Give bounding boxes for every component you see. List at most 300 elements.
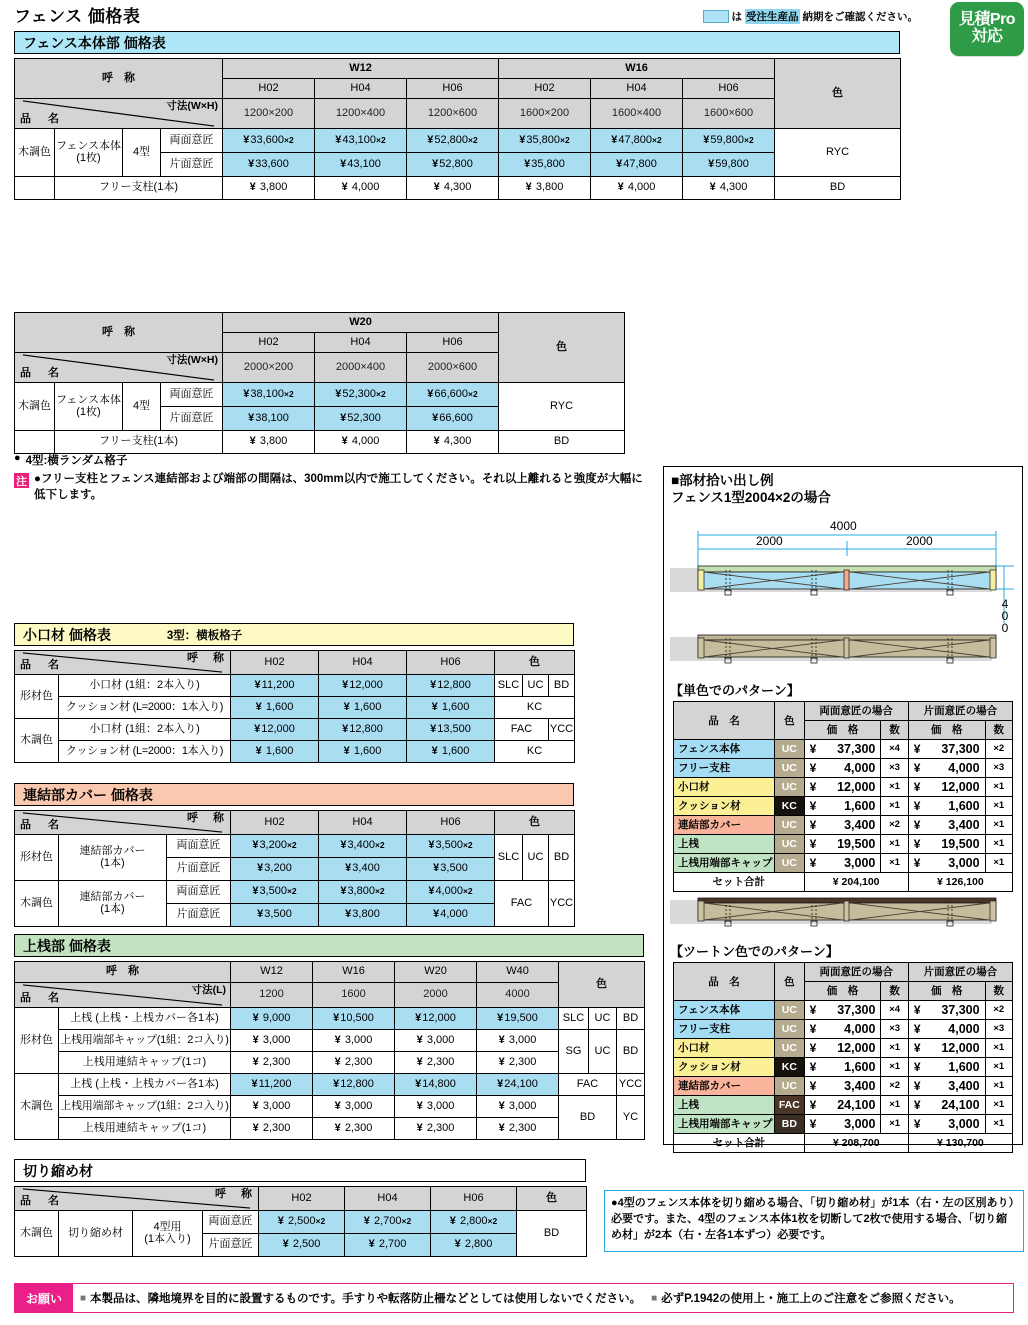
pattern1-row bbox=[674, 758, 1013, 777]
t5-width-2: W20 bbox=[395, 962, 477, 983]
t5-g1-r1-item: 上桟用端部キャップ(1組：2コ入り) bbox=[59, 1096, 231, 1118]
pattern1-row bbox=[674, 777, 1013, 796]
caution-icon: 注 bbox=[14, 473, 29, 488]
t1-one-price-4: ¥47,800 bbox=[591, 153, 683, 177]
t5-width-0: W12 bbox=[231, 962, 313, 983]
t1-dim-4: 1600×400 bbox=[591, 99, 683, 129]
t4-height-1: H04 bbox=[319, 811, 407, 835]
t2-height-2: H06 bbox=[407, 333, 499, 353]
t4-height-0: H02 bbox=[231, 811, 319, 835]
p1-r5-both-qty: ×1 bbox=[881, 834, 908, 853]
onegai-bar bbox=[14, 1283, 1014, 1313]
legend bbox=[703, 9, 919, 24]
banner-koguchi-label: 小口材 価格表 bbox=[23, 626, 111, 643]
p2-total-one: ¥ 130,700 bbox=[908, 1133, 1012, 1152]
pattern1-row bbox=[674, 815, 1013, 834]
t5-g1-cb1: YC bbox=[617, 1096, 645, 1140]
t4-height-2: H06 bbox=[407, 811, 495, 835]
t3-height-2: H06 bbox=[407, 651, 495, 675]
t1-item-name bbox=[55, 129, 123, 177]
p1-r2-both-qty: ×1 bbox=[881, 777, 908, 796]
t5-g0-r2-p0: ¥ 2,300 bbox=[231, 1052, 313, 1074]
t1-item-main: フェンス本体 bbox=[55, 139, 122, 152]
t3-r0-c0: SLC bbox=[495, 675, 523, 697]
t1-dim-2: 1200×600 bbox=[407, 99, 499, 129]
t6-group: 木調色 bbox=[15, 1211, 59, 1257]
p2-r5-one-price: ¥ 24,100 bbox=[908, 1095, 985, 1114]
t1-dim-1: 1200×400 bbox=[315, 99, 407, 129]
fence-diagram-svg-2 bbox=[664, 633, 1022, 677]
p1-r1-color: UC bbox=[775, 758, 805, 777]
t4-g0-one-1: ¥3,400 bbox=[319, 858, 407, 881]
t5-g0-group: 形材色 bbox=[15, 1008, 59, 1074]
t4-g0-both-label: 両面意匠 bbox=[167, 835, 231, 858]
t1-both-price-4: ¥47,800×2 bbox=[591, 129, 683, 153]
t6-type bbox=[133, 1211, 203, 1257]
p1-r1-one-qty: ×3 bbox=[985, 758, 1012, 777]
t1-height-2: H06 bbox=[407, 79, 499, 99]
p2-total-label: セット合計 bbox=[674, 1133, 805, 1152]
t4-g1-one-label: 片面意匠 bbox=[167, 904, 231, 927]
p1-r5-color: UC bbox=[775, 834, 805, 853]
t4-g1-both-2: ¥4,000×2 bbox=[407, 881, 495, 904]
t5-g0-r0-p0: ¥ 9,000 bbox=[231, 1008, 313, 1030]
p2-r2-one-price: ¥ 12,000 bbox=[908, 1038, 985, 1057]
p2-r1-color: UC bbox=[774, 1019, 804, 1038]
t6-height-2: H06 bbox=[431, 1187, 517, 1211]
right-panel-heading-line1: ■部材拾い出し例 bbox=[671, 473, 774, 488]
t4-g0-both-0: ¥3,200×2 bbox=[231, 835, 319, 858]
t1-one-price-5: ¥59,800 bbox=[683, 153, 775, 177]
t1-color-post: BD bbox=[775, 177, 901, 200]
p1-r3-one-qty: ×1 bbox=[985, 796, 1012, 815]
t5-g1-r2-p1: ¥ 2,300 bbox=[313, 1118, 395, 1140]
p2-r4-color: UC bbox=[774, 1076, 804, 1095]
onegai-body bbox=[73, 1284, 961, 1312]
t5-g0-ct2: BD bbox=[617, 1008, 645, 1030]
t5-g0-r1-p1: ¥ 3,000 bbox=[313, 1030, 395, 1052]
t4-g0-item-sub: (1本) bbox=[100, 856, 125, 869]
p2-both-header: 両面意匠の場合 bbox=[804, 962, 908, 981]
t2-item-name bbox=[55, 383, 123, 431]
t2-post-label: フリー支柱(1本) bbox=[55, 431, 223, 454]
t4-g1-both-1: ¥3,800×2 bbox=[319, 881, 407, 904]
t2-type: 4型 bbox=[123, 383, 161, 431]
t1-group-w16: W16 bbox=[499, 59, 775, 79]
t3-r1-p0: ¥ 1,600 bbox=[231, 697, 319, 719]
t2-both-price-0: ¥38,100×2 bbox=[223, 383, 315, 407]
p2-r2-one-qty: ×1 bbox=[985, 1038, 1012, 1057]
p2-r6-color: BD bbox=[774, 1114, 804, 1133]
t4-g0-one-label: 片面意匠 bbox=[167, 858, 231, 881]
t4-g1-c1: YCC bbox=[549, 881, 575, 927]
t4-diagonal-header bbox=[15, 811, 231, 835]
p2-r0-name: フェンス本体 bbox=[674, 1000, 775, 1019]
p2-both-price-header: 価 格 bbox=[804, 981, 881, 1000]
t4-g0-both-1: ¥3,400×2 bbox=[319, 835, 407, 858]
p1-r2-both-price: ¥ 12,000 bbox=[804, 777, 881, 796]
p1-both-qty-header: 数 bbox=[881, 720, 908, 739]
t2-hinmei-label: 品 名 bbox=[20, 367, 62, 380]
t6-one-1: ¥ 2,700 bbox=[345, 1234, 431, 1257]
t3-r0-p2: ¥12,800 bbox=[407, 675, 495, 697]
joint-cover-price-table bbox=[14, 810, 575, 927]
banner-fence-body bbox=[14, 31, 900, 54]
t5-dim-label: 寸法(L) bbox=[191, 984, 226, 996]
t4-g1-item-sub: (1本) bbox=[100, 902, 125, 915]
t3-r3-p0: ¥ 1,600 bbox=[231, 741, 319, 763]
t1-face-both-label: 両面意匠 bbox=[161, 129, 223, 153]
pattern1-title: 【単色でのパターン】 bbox=[670, 682, 800, 698]
t5-dim-2: 2000 bbox=[395, 983, 477, 1008]
bullet-icon: ● bbox=[14, 452, 21, 464]
t5-g0-ct0: SLC bbox=[559, 1008, 589, 1030]
t5-g0-r1-p3: ¥ 3,000 bbox=[477, 1030, 559, 1052]
pattern2-row bbox=[674, 1000, 1013, 1019]
fence-diagram-color bbox=[664, 511, 1022, 633]
t3-r2-p2: ¥13,500 bbox=[407, 719, 495, 741]
p2-hinmei-header: 品 名 bbox=[674, 962, 775, 1000]
p2-r1-both-qty: ×3 bbox=[881, 1019, 908, 1038]
t5-g1-cb0: BD bbox=[559, 1096, 617, 1140]
t2-post-price-1: ¥ 4,000 bbox=[315, 431, 407, 454]
t4-g0-item-main: 連結部カバー bbox=[79, 844, 146, 857]
p1-total-label: セット合計 bbox=[674, 872, 805, 891]
p2-r6-name: 上桟用端部キャップ bbox=[674, 1114, 775, 1133]
t1-one-price-2: ¥52,800 bbox=[407, 153, 499, 177]
t6-height-0: H02 bbox=[259, 1187, 345, 1211]
p1-r4-both-price: ¥ 3,400 bbox=[804, 815, 881, 834]
t5-g1-r0-p1: ¥12,800 bbox=[313, 1074, 395, 1096]
t2-both-price-1: ¥52,300×2 bbox=[315, 383, 407, 407]
t2-both-price-2: ¥66,600×2 bbox=[407, 383, 499, 407]
t3-r0-c2: BD bbox=[549, 675, 575, 697]
koguchi-price-table bbox=[14, 650, 575, 763]
t4-color-header: 色 bbox=[495, 811, 575, 835]
t5-header-name: 呼 称 bbox=[15, 962, 231, 983]
t3-r1-p2: ¥ 1,600 bbox=[407, 697, 495, 719]
p2-r5-both-qty: ×1 bbox=[881, 1095, 908, 1114]
t3-r2-p0: ¥12,000 bbox=[231, 719, 319, 741]
p1-r2-name: 小口材 bbox=[674, 777, 775, 796]
t1-post-price-4: ¥ 4,000 bbox=[591, 177, 683, 200]
t1-dim-5: 1600×600 bbox=[683, 99, 775, 129]
t6-type-sub: (1本入り) bbox=[144, 1232, 191, 1245]
t6-both-0: ¥ 2,500×2 bbox=[259, 1211, 345, 1234]
p2-r5-name: 上桟 bbox=[674, 1095, 775, 1114]
t1-height-4: H04 bbox=[591, 79, 683, 99]
t2-diagonal-header bbox=[15, 353, 223, 383]
banner-cut-material bbox=[14, 1159, 586, 1182]
t2-dim-label: 寸法(W×H) bbox=[166, 354, 218, 366]
dim-total-label: 4000 bbox=[830, 518, 857, 533]
upper-rail-price-table bbox=[14, 961, 645, 1140]
fence-body-w20-price-table bbox=[14, 312, 625, 454]
pro-badge-line2: 対応 bbox=[971, 28, 1003, 45]
onegai-label: お願い bbox=[15, 1284, 73, 1312]
p1-r6-name: 上桟用端部キャップ bbox=[674, 853, 775, 872]
pattern2-row bbox=[674, 1019, 1013, 1038]
t1-post-price-2: ¥ 4,300 bbox=[407, 177, 499, 200]
t1-post-price-5: ¥ 4,300 bbox=[683, 177, 775, 200]
p1-r0-one-qty: ×2 bbox=[985, 739, 1012, 758]
t3-group-2: 木調色 bbox=[15, 719, 59, 763]
p1-r6-one-price: ¥ 3,000 bbox=[908, 853, 985, 872]
t4-g0-c0: SLC bbox=[495, 835, 523, 881]
t3-r2-c1: YCC bbox=[549, 719, 575, 741]
p2-both-qty-header: 数 bbox=[881, 981, 908, 1000]
right-panel-heading-line2: フェンス1型2004×2の場合 bbox=[671, 489, 831, 505]
p2-r6-both-qty: ×1 bbox=[881, 1114, 908, 1133]
pattern1-row bbox=[674, 834, 1013, 853]
banner-upper-rail-label: 上桟部 価格表 bbox=[23, 937, 111, 954]
p1-r5-name: 上桟 bbox=[674, 834, 775, 853]
banner-joint-cover-label: 連結部カバー 価格表 bbox=[23, 786, 153, 803]
t4-g1-item-main: 連結部カバー bbox=[79, 890, 146, 903]
t2-dim-1: 2000×400 bbox=[315, 353, 407, 383]
t2-one-price-0: ¥38,100 bbox=[223, 407, 315, 431]
t1-color-body: RYC bbox=[775, 129, 901, 177]
t4-g0-c1: UC bbox=[523, 835, 549, 881]
t5-color-header: 色 bbox=[559, 962, 645, 1008]
cut-material-note bbox=[604, 1190, 1024, 1252]
p1-r4-one-price: ¥ 3,400 bbox=[908, 815, 985, 834]
t6-both-1: ¥ 2,700×2 bbox=[345, 1211, 431, 1234]
t5-g0-cb2: BD bbox=[617, 1030, 645, 1074]
p2-r5-color: FAC bbox=[774, 1095, 804, 1114]
p1-r0-both-price: ¥ 37,300 bbox=[804, 739, 881, 758]
p1-both-price-header: 価 格 bbox=[804, 720, 881, 739]
t3-item-0: 小口材 (1組：2本入り) bbox=[59, 675, 231, 697]
t6-color: BD bbox=[517, 1211, 587, 1257]
pattern1-row bbox=[674, 796, 1013, 815]
fence-diagram-twotone bbox=[664, 896, 1022, 938]
t1-height-0: H02 bbox=[223, 79, 315, 99]
t5-g0-ct1: UC bbox=[589, 1008, 617, 1030]
t5-diagonal-header bbox=[15, 983, 231, 1008]
t3-color-header: 色 bbox=[495, 651, 575, 675]
t5-g1-r2-p2: ¥ 2,300 bbox=[395, 1118, 477, 1140]
pattern2-row bbox=[674, 1076, 1013, 1095]
p2-r0-color: UC bbox=[774, 1000, 804, 1019]
t6-one-label: 片面意匠 bbox=[203, 1234, 259, 1257]
page-title-text: フェンス 価格表 bbox=[14, 7, 141, 26]
p2-r5-both-price: ¥ 24,100 bbox=[804, 1095, 881, 1114]
banner-upper-rail bbox=[14, 934, 644, 957]
right-panel-heading bbox=[664, 467, 1022, 507]
t6-one-0: ¥ 2,500 bbox=[259, 1234, 345, 1257]
t4-g0-item bbox=[59, 835, 167, 881]
t6-diagonal-header bbox=[15, 1187, 259, 1211]
p2-r1-one-price: ¥ 4,000 bbox=[908, 1019, 985, 1038]
pattern2-row bbox=[674, 1095, 1013, 1114]
t6-height-1: H04 bbox=[345, 1187, 431, 1211]
pattern2-table bbox=[673, 962, 1013, 1153]
t2-one-price-2: ¥66,600 bbox=[407, 407, 499, 431]
t5-g1-r1-p0: ¥ 3,000 bbox=[231, 1096, 313, 1118]
t5-g1-group: 木調色 bbox=[15, 1074, 59, 1140]
cut-material-price-table bbox=[14, 1186, 587, 1257]
t6-both-2: ¥ 2,800×2 bbox=[431, 1211, 517, 1234]
t3-diagonal-header bbox=[15, 651, 231, 675]
p1-r5-one-price: ¥ 19,500 bbox=[908, 834, 985, 853]
p1-r6-one-qty: ×1 bbox=[985, 853, 1012, 872]
note-type-desc bbox=[14, 452, 127, 468]
t3-r2-c0: FAC bbox=[495, 719, 549, 741]
t4-g1-both-0: ¥3,500×2 bbox=[231, 881, 319, 904]
t1-both-price-2: ¥52,800×2 bbox=[407, 129, 499, 153]
t1-face-one-label: 片面意匠 bbox=[161, 153, 223, 177]
p2-r3-color: KC bbox=[774, 1057, 804, 1076]
p2-r4-one-qty: ×1 bbox=[985, 1076, 1012, 1095]
p2-r2-name: 小口材 bbox=[674, 1038, 775, 1057]
p1-r2-color: UC bbox=[775, 777, 805, 796]
p2-r1-both-price: ¥ 4,000 bbox=[804, 1019, 881, 1038]
legend-swatch-icon bbox=[703, 10, 729, 23]
pattern1-row bbox=[674, 853, 1013, 872]
p2-r3-name: クッション材 bbox=[674, 1057, 775, 1076]
t5-hinmei-label: 品 名 bbox=[20, 992, 62, 1005]
t2-group-w20: W20 bbox=[223, 313, 499, 333]
pattern2-row bbox=[674, 1114, 1013, 1133]
t2-post-price-2: ¥ 4,300 bbox=[407, 431, 499, 454]
p1-total-both: ¥ 204,100 bbox=[804, 872, 908, 891]
t5-g1-r0-p3: ¥24,100 bbox=[477, 1074, 559, 1096]
p1-r2-one-price: ¥ 12,000 bbox=[908, 777, 985, 796]
p1-r0-both-qty: ×4 bbox=[881, 739, 908, 758]
t1-dim-3: 1600×200 bbox=[499, 99, 591, 129]
t5-g0-r0-p1: ¥10,500 bbox=[313, 1008, 395, 1030]
t2-color-post: BD bbox=[499, 431, 625, 454]
p1-both-header: 両面意匠の場合 bbox=[804, 701, 908, 720]
t2-item-sub: (1枚) bbox=[76, 405, 101, 418]
t1-header-name: 呼 称 bbox=[15, 59, 223, 99]
t2-face-both-label: 両面意匠 bbox=[161, 383, 223, 407]
p2-r5-one-qty: ×1 bbox=[985, 1095, 1012, 1114]
t1-item-sub: (1枚) bbox=[76, 151, 101, 164]
p2-one-header: 片面意匠の場合 bbox=[908, 962, 1012, 981]
t5-g1-ct1: YCC bbox=[617, 1074, 645, 1096]
t4-g1-both-label: 両面意匠 bbox=[167, 881, 231, 904]
t4-g1-one-2: ¥4,000 bbox=[407, 904, 495, 927]
pattern2-row bbox=[674, 1038, 1013, 1057]
p1-r0-color: UC bbox=[775, 739, 805, 758]
t2-header-name: 呼 称 bbox=[15, 313, 223, 353]
t5-dim-0: 1200 bbox=[231, 983, 313, 1008]
t5-width-3: W40 bbox=[477, 962, 559, 983]
p2-r0-both-price: ¥ 37,300 bbox=[804, 1000, 881, 1019]
t4-g0-group: 形材色 bbox=[15, 835, 59, 881]
t5-g0-r2-item: 上桟用連結キャップ(1コ) bbox=[59, 1052, 231, 1074]
t3-r1-p1: ¥ 1,600 bbox=[319, 697, 407, 719]
t1-group-w12: W12 bbox=[223, 59, 499, 79]
t1-both-price-1: ¥43,100×2 bbox=[315, 129, 407, 153]
t4-g1-one-0: ¥3,500 bbox=[231, 904, 319, 927]
t5-g0-r2-p1: ¥ 2,300 bbox=[313, 1052, 395, 1074]
p1-r5-one-qty: ×1 bbox=[985, 834, 1012, 853]
t2-height-0: H02 bbox=[223, 333, 315, 353]
p1-r1-both-price: ¥ 4,000 bbox=[804, 758, 881, 777]
t1-height-3: H02 bbox=[499, 79, 591, 99]
p2-r2-both-qty: ×1 bbox=[881, 1038, 908, 1057]
p2-r6-both-price: ¥ 3,000 bbox=[804, 1114, 881, 1133]
p1-r3-one-price: ¥ 1,600 bbox=[908, 796, 985, 815]
p1-r6-both-price: ¥ 3,000 bbox=[804, 853, 881, 872]
p1-r3-both-qty: ×1 bbox=[881, 796, 908, 815]
t1-type: 4型 bbox=[123, 129, 161, 177]
t2-item-main: フェンス本体 bbox=[55, 393, 122, 406]
t2-header-color: 色 bbox=[499, 313, 625, 383]
p2-r6-one-qty: ×1 bbox=[985, 1114, 1012, 1133]
t1-dim-0: 1200×200 bbox=[223, 99, 315, 129]
p1-r1-name: フリー支柱 bbox=[674, 758, 775, 777]
estimate-pro-badge bbox=[950, 2, 1024, 56]
p1-hinmei-header: 品 名 bbox=[674, 701, 775, 739]
p2-r4-both-qty: ×2 bbox=[881, 1076, 908, 1095]
dim-right-label: 2000 bbox=[906, 533, 933, 548]
t1-diagonal-header bbox=[15, 99, 223, 129]
pattern1-total-row bbox=[674, 872, 1013, 891]
t4-g1-item bbox=[59, 881, 167, 927]
dim-height-label: 400 bbox=[998, 596, 1012, 633]
t5-g1-ct0: FAC bbox=[559, 1074, 617, 1096]
t1-post-label: フリー支柱(1本) bbox=[55, 177, 223, 200]
t1-one-price-3: ¥35,800 bbox=[499, 153, 591, 177]
t3-item-1: クッション材 (L=2000：1本入り) bbox=[59, 697, 231, 719]
t5-g1-r2-item: 上桟用連結キャップ(1コ) bbox=[59, 1118, 231, 1140]
t5-g0-r0-p3: ¥19,500 bbox=[477, 1008, 559, 1030]
t4-g0-one-2: ¥3,500 bbox=[407, 858, 495, 881]
page-title bbox=[14, 2, 140, 27]
t1-one-price-1: ¥43,100 bbox=[315, 153, 407, 177]
t1-color-name: 木調色 bbox=[15, 129, 55, 177]
t3-group-0: 形材色 bbox=[15, 675, 59, 719]
t1-both-price-3: ¥35,800×2 bbox=[499, 129, 591, 153]
t5-g1-r1-p1: ¥ 3,000 bbox=[313, 1096, 395, 1118]
p2-r1-one-qty: ×3 bbox=[985, 1019, 1012, 1038]
p1-one-qty-header: 数 bbox=[985, 720, 1012, 739]
t1-height-1: H04 bbox=[315, 79, 407, 99]
t3-r2-p1: ¥12,800 bbox=[319, 719, 407, 741]
t5-dim-3: 4000 bbox=[477, 983, 559, 1008]
p2-color-header: 色 bbox=[774, 962, 804, 1000]
t4-g1-one-1: ¥3,800 bbox=[319, 904, 407, 927]
onegai-item-2: 必ずP.1942の使用上・施工上のご注意をご参照ください。 bbox=[661, 1293, 961, 1305]
t5-width-1: W16 bbox=[313, 962, 395, 983]
t2-face-one-label: 片面意匠 bbox=[161, 407, 223, 431]
t5-g0-r2-p2: ¥ 2,300 bbox=[395, 1052, 477, 1074]
t5-g0-r1-p2: ¥ 3,000 bbox=[395, 1030, 477, 1052]
t5-g1-r2-p3: ¥ 2,300 bbox=[477, 1118, 559, 1140]
parts-takeoff-panel bbox=[663, 466, 1023, 1150]
t1-dim-label: 寸法(W×H) bbox=[166, 100, 218, 112]
t5-g0-cb0: SG bbox=[559, 1030, 589, 1074]
t5-g0-cb1: UC bbox=[589, 1030, 617, 1074]
t6-color-header: 色 bbox=[517, 1187, 587, 1211]
onegai-item-1: 本製品は、隣地境界を目的に設置するものです。手すりや転落防止柵などとしては使用しないでください。 bbox=[90, 1293, 642, 1305]
banner-koguchi-tag: 3型：横板格子 bbox=[166, 629, 243, 642]
p2-r2-both-price: ¥ 12,000 bbox=[804, 1038, 881, 1057]
t3-height-0: H02 bbox=[231, 651, 319, 675]
banner-joint-cover bbox=[14, 783, 574, 806]
banner-cut-material-label: 切り縮め材 bbox=[23, 1162, 93, 1179]
pattern2-title: 【ツートン色でのパターン】 bbox=[670, 943, 839, 959]
fence-diagram-svg-3 bbox=[664, 896, 1022, 938]
t4-name-label: 呼 称 bbox=[187, 812, 226, 824]
p1-one-price-header: 価 格 bbox=[908, 720, 985, 739]
p1-r0-one-price: ¥ 37,300 bbox=[908, 739, 985, 758]
fence-body-price-table bbox=[14, 58, 901, 200]
